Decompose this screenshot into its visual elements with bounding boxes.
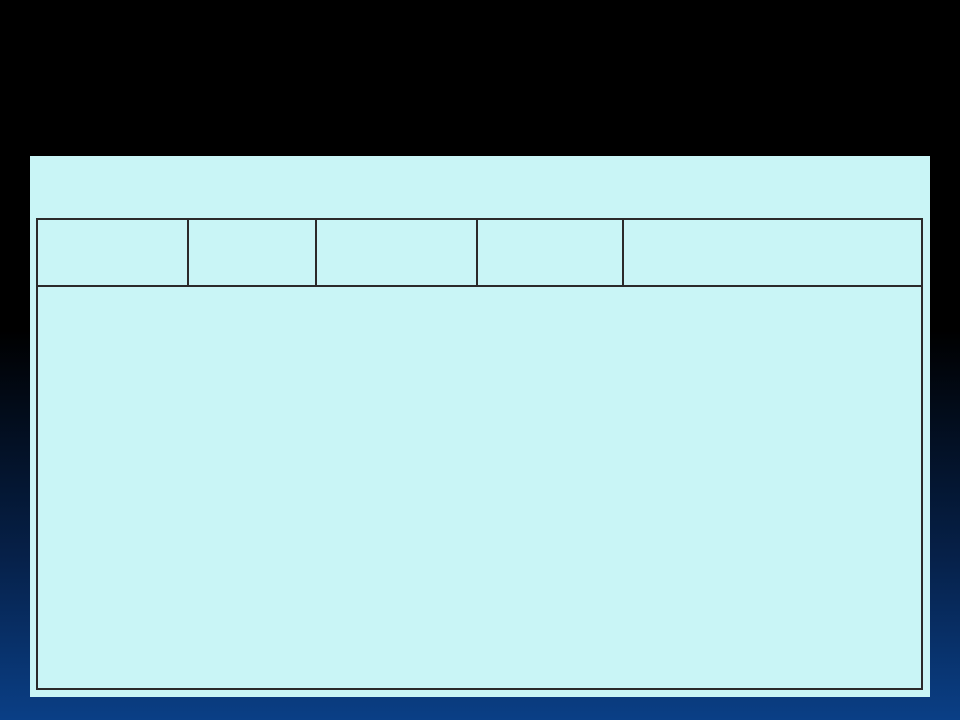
column-divider (622, 218, 624, 286)
scanned-table-image (30, 156, 930, 697)
column-divider (315, 218, 317, 286)
column-divider (187, 218, 189, 286)
column-divider (476, 218, 478, 286)
table-frame (36, 218, 923, 690)
header-divider (36, 285, 923, 287)
serology-table (36, 218, 923, 690)
